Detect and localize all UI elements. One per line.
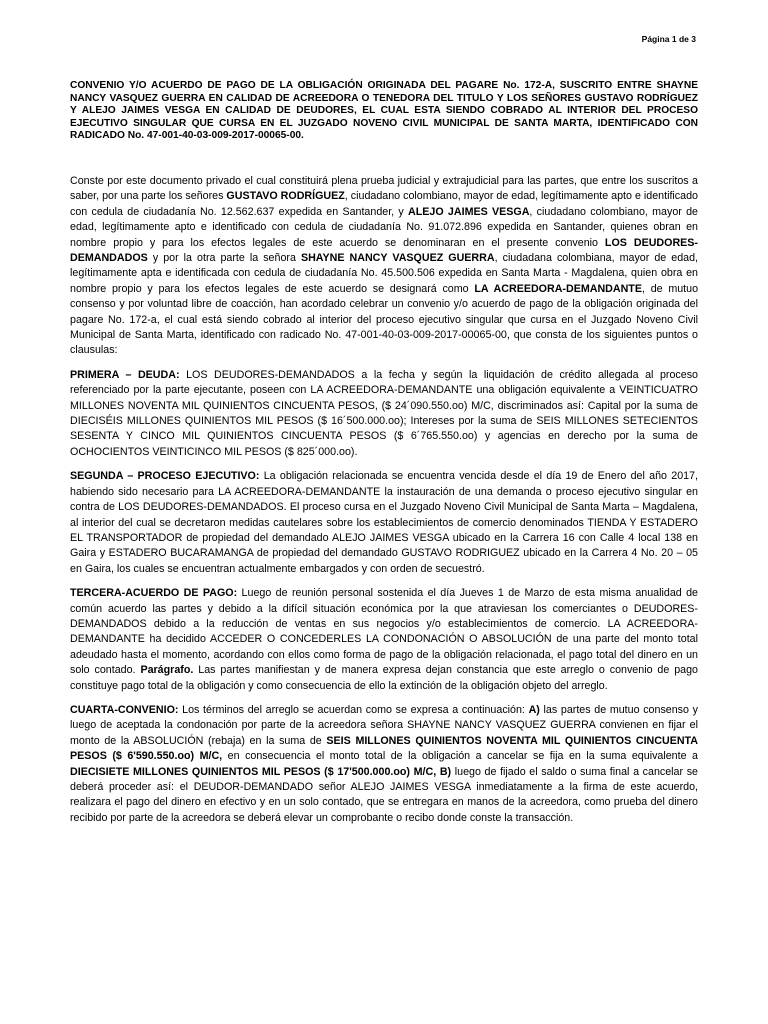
clause-primera-title: PRIMERA – DEUDA: <box>70 368 180 381</box>
clause-cuarta-bold-a: A) <box>528 703 540 716</box>
clause-cuarta-text-3: en consecuencia el monto total de la obligación a cancelar se fija en la suma equivalente a <box>222 750 698 763</box>
clause-cuarta-text-2: las partes de mutuo consenso y luego de aceptada la condonación por parte de la acreedora señora SHAYNE NANCY VASQUEZ GUERRA convienen en fijar el monto de la ABSOLUCIÓN (rebaja) en la suma de <box>70 703 698 747</box>
page-number: Página 1 de 3 <box>641 34 696 44</box>
clause-cuarta <box>70 703 698 826</box>
clause-segunda-title: SEGUNDA – PROCESO EJECUTIVO: <box>70 470 260 483</box>
intro-text-1: Conste por este documento privado el cual constituirá plena prueba judicial y extrajudicial para las partes, que entre los suscritos a saber, por una parte los señores <box>70 174 698 203</box>
intro-text-6: , de mutuo consenso y por voluntad libre de coacción, han acordado celebrar un convenio y/o acuerdo de pago de la obligación originada del pagare No. 172-a, el cual está siendo cobrado al interior del proceso ejecutivo singular que cursa en el Juzgado Noveno Civil Municipal de Santa Marta, identificado con radicado No. 47-001-40-03-009-2017-00065-00, que consta de los siguientes puntos o clausulas: <box>70 282 699 357</box>
clause-tercera-text-2: Las partes manifiestan y de manera expresa dejan constancia que este arreglo o convenio de pago constituye pago total de la obligación y como consecuencia de ello la extinción de la obligación objeto del arreglo. <box>70 664 699 692</box>
intro-bold-3: LOS DEUDORES-DEMANDADOS <box>70 236 698 264</box>
clause-cuarta-bold-absolucion: SEIS MILLONES QUINIENTOS NOVENTA MIL QUINIENTOS CINCUENTA PESOS ($ 6'590.550.oo) M/C, <box>70 734 698 763</box>
clause-segunda-text: La obligación relacionada se encuentra vencida desde el día 19 de Enero del año 2017, habiendo sido necesario para LA ACREEDORA-DEMANDANTE la instauración de una demanda o proceso ejecutivo singular en contra de LOS DEUDORES-DEMANDADOS. El proceso cursa en el Juzgado Noveno Civil Municipal de Santa Marta – Magdalena, al interior del cual se decretaron medidas cautelares sobre los establecimientos de comercio denominados TIENDA Y ESTADERO EL TRANSPORTADOR de propiedad del demandado ALEJO JAIMES VESGA ubicado en la Carrera 16 con Calle 4 local 138 en Gaira y ESTADERO BUCARAMANGA de propiedad del demandado GUSTAVO RODRIGUEZ ubicado en la Carrera 4 No. 20 – 05 en Gaira, los cuales se encuentran actualmente embargados y con orden de secuestró. <box>70 470 699 575</box>
document-heading: CONVENIO Y/O ACUERDO DE PAGO DE LA OBLIGACIÓN ORIGINADA DEL PAGARE No. 172-A, SUSCRITO ENTRE SHAYNE NANCY VASQUEZ GUERRA EN CALIDAD DE ACREEDORA O TENEDORA DEL TITULO Y LOS SEÑORES GUSTAVO RODRÍGUEZ Y ALEJO JAIMES VESGA EN CALIDAD DE DEUDORES, EL CUAL ESTA SIENDO COBRADO AL INTERIOR DEL PROCESO EJECUTIVO SINGULAR QUE CURSA EN EL JUZGADO NOVENO CIVIL MUNICIPAL DE SANTA MARTA, IDENTIFICADO CON RADICADO No. 47-001-40-03-009-2017-00065-00. <box>70 80 698 142</box>
clause-tercera <box>70 586 698 694</box>
intro-bold-4: SHAYNE NANCY VASQUEZ GUERRA <box>300 252 495 264</box>
intro-text-5: , ciudadana colombiana, mayor de edad, legítimamente apta e identificada con cedula de ciudadanía No. 45.500.506 expedida en Santa Marta - Magdalena, quien obra en nombre propio y para los efectos legales de este acuerdo se designará como <box>70 252 698 295</box>
clause-segunda <box>70 469 698 577</box>
clause-cuarta-title: CUARTA-CONVENIO: <box>70 703 179 716</box>
intro-text-2: , ciudadano colombiano, mayor de edad, legítimamente apto e identificado con cedula de ciudadanía No. 12.562.637 expedida en Santander, y <box>70 190 698 218</box>
clause-primera-text: LOS DEUDORES-DEMANDADOS a la fecha y según la liquidación de crédito allegada al proceso referenciado por la parte ejecutante, poseen con LA ACREEDORA-DEMANDANTE una obligación equivalente a VEINTICUATRO MILLONES NOVENTA MIL QUINIENTOS CINCUENTA PESOS, ($ 24´090.550.oo) M/C, discriminados así: Capital por la suma de DIECISÉIS MILLONES QUINIENTOS MIL PESOS ($ 16´500.000.oo); Intereses por la suma de SEIS MILLONES SETECIENTOS SESENTA Y CINCO MIL QUINIENTOS CINCUENTA PESOS ($ 6´765.550.oo) y agencias en derecho por la suma de OCHOCIENTOS VEINTICINCO MIL PESOS ($ 825´000.oo). <box>70 368 698 458</box>
clause-tercera-text-1: Luego de reunión personal sostenida el día Jueves 1 de Marzo de esta misma anualidad de común acuerdo las partes y debido a la difícil situación económica por la que atraviesan los comerciantes o DEUDORES-DEMANDADOS debido a la reducción de ventas en sus negocios y/o establecimientos de comercio. LA ACREEDORA-DEMANDANTE ha decidido ACCEDER O CONCEDERLES LA CONDONACIÓN O ABSOLUCIÓN de una parte del monto total adeudado hasta el momento, acordando con ellos como forma de pago de la obligación relacionada, el pago total del dinero en un solo contado. <box>70 587 698 677</box>
intro-bold-2: ALEJO JAIMES VESGA <box>408 205 530 218</box>
intro-bold-5: LA ACREEDORA-DEMANDANTE <box>474 282 642 295</box>
intro-paragraph <box>70 174 698 359</box>
intro-text-3: , ciudadano colombiano, mayor de edad, legítimamente apto e identificado con cedula de ciudadanía No. 91.072.896 expedida en Santander, quienes obran en nombre propio y para los efectos legales de este acuerdo se denominaran en el presente convenio <box>70 205 698 249</box>
clause-cuarta-text-1: Los términos del arreglo se acuerdan como se expresa a continuación: <box>178 703 529 716</box>
clause-cuarta-text-4: luego de fijado el saldo o suma final a cancelar se deberá proceder así: el DEUDOR-DEMANDADO señor ALEJO JAIMES VESGA inmediatamente a la firma de este acuerdo, realizara el pago del dinero en efectivo y en un solo contado, que se entregara en manos de la acreedora, como prueba del dinero recibido por parte de la acreedora se deberá elevar un comprobante o recibo donde conste la transacción. <box>70 765 698 824</box>
clause-tercera-title: TERCERA-ACUERDO DE PAGO: <box>70 587 238 600</box>
intro-text-4: y por la otra parte la señora <box>147 252 301 264</box>
clause-primera <box>70 368 698 460</box>
clause-cuarta-bold-total: DIECISIETE MILLONES QUINIENTOS MIL PESOS ($ 17'500.000.oo) M/C, B) <box>70 765 452 778</box>
document-body <box>70 80 698 835</box>
clause-tercera-paragrafo: Parágrafo. <box>140 664 194 677</box>
intro-bold-1: GUSTAVO RODRÍGUEZ <box>226 190 345 203</box>
